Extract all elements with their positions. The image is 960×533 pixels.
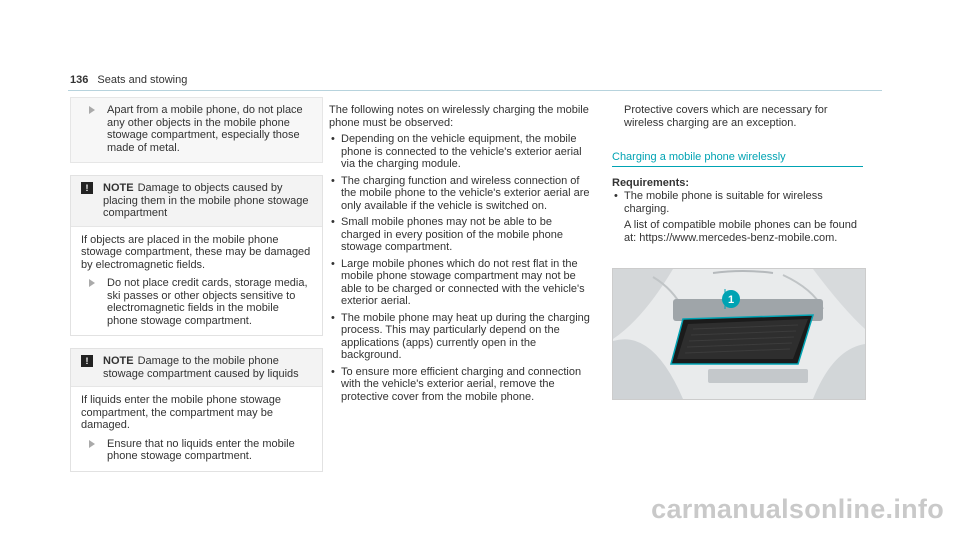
list-item-text: The mobile phone may heat up during the charging process. This may particularly depend on the applications (apps) currently open in the background.: [341, 311, 590, 361]
note-title: NOTE: [103, 182, 134, 194]
list-item: [329, 175, 594, 213]
list-item: [329, 312, 594, 362]
list-item: [329, 366, 594, 404]
list-item-text: To ensure more efficient charging and connection with the vehicle's exterior aerial, remove the protective cover from the mobile phone.: [341, 365, 582, 403]
list-item-text: Small mobile phones may not be able to be charged in every position of the mobile phone stowage compartment.: [341, 216, 563, 253]
bullet-icon: [329, 366, 341, 404]
note-body: [71, 386, 322, 471]
note-box-liquids: [70, 348, 323, 472]
note-header: [71, 349, 322, 386]
bullet-icon: [612, 190, 624, 215]
bullet-icon: [329, 216, 341, 254]
list-item: [612, 190, 864, 215]
continued-text: Protective covers which are necessary for wireless charging are an exception.: [624, 104, 828, 129]
list-item-text: The mobile phone is suitable for wireless charging.: [624, 190, 823, 215]
list-item-text: The charging function and wireless connection of the mobile phone to the vehicle's exterior aerial are only available if the vehicle is switched on.: [341, 174, 590, 212]
instruction-arrow-icon: [89, 279, 95, 287]
note-title: NOTE: [103, 355, 134, 367]
instruction-text: Do not place credit cards, storage media, ski passes or other objects sensitive to electromagnetic fields in the mobile phone stowage compartment.: [107, 277, 308, 327]
charging-compartment-photo: [612, 268, 866, 400]
instruction-item: [81, 104, 312, 154]
warning-icon: !: [81, 182, 93, 194]
bullet-icon: [329, 133, 341, 171]
watermark: carmanualsonline.info: [651, 494, 944, 524]
charging-compartment-illustration: [613, 269, 865, 399]
intro-text: The following notes on wirelessly charging the mobile phone must be observed:: [329, 104, 589, 129]
section-heading: Charging a mobile phone wirelessly: [612, 151, 863, 167]
column-right: [612, 104, 864, 244]
note-header: [71, 176, 322, 226]
list-item-text: Depending on the vehicle equipment, the mobile phone is connected to the vehicle's exterior aerial via the charging module.: [341, 133, 582, 170]
page-number: 136: [70, 74, 89, 86]
instruction-text: Ensure that no liquids enter the mobile phone stowage compartment.: [107, 437, 295, 462]
bullet-icon: [329, 258, 341, 308]
column-middle: [329, 104, 594, 403]
instruction-text: Apart from a mobile phone, do not place any other objects in the mobile phone stowage compartment, especially those made of metal.: [107, 104, 303, 154]
instruction-arrow-icon: [89, 440, 95, 448]
column-left: [70, 97, 323, 478]
bullet-icon: [329, 175, 341, 213]
list-item: [329, 258, 594, 308]
note-body-text: If objects are placed in the mobile phone stowage compartment, these may be damaged by electromagnetic fields.: [81, 233, 311, 271]
instruction-arrow-icon: [89, 106, 95, 114]
note-heading-text: Damage to the mobile phone stowage compartment caused by liquids: [103, 355, 299, 380]
instruction-item: [81, 438, 312, 463]
instruction-box: [70, 97, 323, 163]
header-divider: [68, 90, 882, 91]
list-item: [329, 216, 594, 254]
callout-number: 1: [727, 294, 735, 306]
list-item-text: Large mobile phones which do not rest flat in the mobile phone stowage compartment may not be able to be charged or connected with the vehicle's exterior aerial.: [341, 257, 585, 307]
list-item: [329, 133, 594, 171]
requirement-detail: A list of compatible mobile phones can be found at: https://www.mercedes-benz-mobile.com.: [624, 219, 857, 244]
instruction-item: [81, 277, 312, 327]
note-body-text: If liquids enter the mobile phone stowage compartment, the compartment may be damaged.: [81, 394, 281, 431]
requirements-label: Requirements:: [612, 176, 690, 189]
warning-icon: !: [81, 355, 93, 367]
note-heading-text: Damage to objects caused by placing them in the mobile phone stowage compartment: [103, 182, 309, 219]
note-body: [71, 226, 322, 336]
page-header: [70, 74, 187, 86]
note-box-objects: [70, 175, 323, 336]
chapter-title: Seats and stowing: [97, 74, 188, 86]
bullet-icon: [329, 312, 341, 362]
